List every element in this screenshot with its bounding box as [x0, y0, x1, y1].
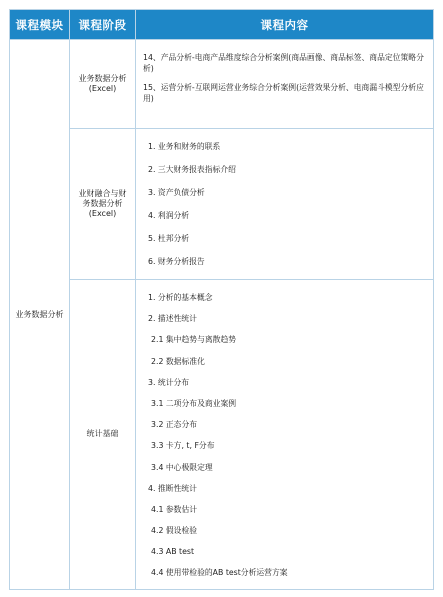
content-subitem: 3.1 二项分布及商业案例 [151, 398, 237, 408]
content-cell [136, 280, 434, 590]
table-row [10, 129, 434, 280]
curriculum-table [9, 9, 434, 590]
stage-cell [70, 280, 136, 590]
table-row [10, 280, 434, 590]
content-item: 15、运营分析-互联网运营业务综合分析案例(运营效果分析、电商漏斗模型分析应用) [143, 83, 424, 103]
content-subitem: 3.4 中心极限定理 [151, 462, 213, 472]
module-cell [10, 40, 70, 590]
content-subitem: 4.2 假设检验 [151, 526, 198, 536]
content-item: 3. 资产负债分析 [148, 188, 205, 197]
header-module: 课程模块 [10, 10, 70, 40]
content-item: 1. 业务和财务的联系 [148, 142, 221, 151]
stage-name: 统计基础 [86, 429, 119, 439]
content-item: 4. 利润分析 [148, 211, 190, 220]
module-label: 业务数据分析 [15, 309, 64, 319]
content-subitem: 4.3 AB test [151, 547, 195, 557]
stage-name: (Excel) [88, 209, 117, 218]
content-item: 1. 分析的基本概念 [148, 293, 213, 302]
stage-name: 业务数据分析 [78, 74, 127, 83]
content-subitem: 4.4 使用带检验的AB test分析运营方案 [151, 568, 288, 578]
stage-name: 业财融合与财 [78, 189, 127, 198]
content-item: 5. 杜邦分析 [148, 234, 190, 243]
table-header-row [10, 10, 434, 40]
content-item: 2. 描述性统计 [148, 314, 197, 324]
content-item: 6. 财务分析报告 [148, 257, 205, 266]
stage-name: 务数据分析 [82, 199, 123, 208]
stage-cell [70, 40, 136, 129]
content-cell [136, 129, 434, 280]
stage-name: (Excel) [88, 84, 117, 93]
table-row [10, 40, 434, 129]
content-cell [136, 40, 434, 129]
header-stage: 课程阶段 [70, 10, 136, 40]
content-subitem: 2.1 集中趋势与离散趋势 [151, 335, 237, 345]
header-content: 课程内容 [136, 10, 434, 40]
content-item: 14、产品分析-电商产品维度综合分析案例(商品画像、商品标签、商品定位策略分析) [143, 53, 424, 73]
stage-cell [70, 129, 136, 280]
content-item: 4. 推断性统计 [148, 483, 197, 493]
content-item: 3. 统计分布 [148, 377, 190, 387]
content-subitem: 2.2 数据标准化 [151, 356, 205, 366]
content-subitem: 4.1 参数估计 [151, 504, 198, 514]
content-subitem: 3.3 卡方, t, F分布 [151, 441, 215, 451]
content-subitem: 3.2 正态分布 [151, 420, 198, 430]
content-item: 2. 三大财务报表指标介绍 [148, 165, 236, 174]
